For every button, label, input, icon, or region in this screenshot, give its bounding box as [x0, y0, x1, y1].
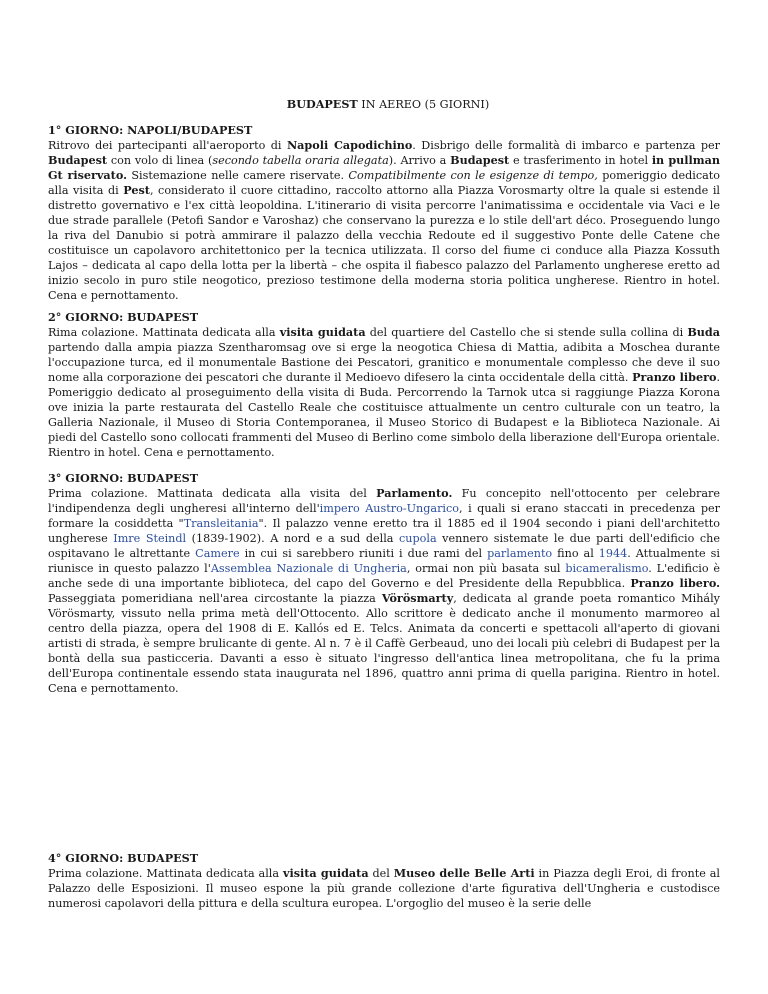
- day3-heading: 3° GIORNO: BUDAPEST: [48, 471, 199, 485]
- link-cupola[interactable]: cupola: [399, 532, 437, 545]
- link-assemblea-nazionale[interactable]: Assemblea Nazionale di Ungheria: [210, 562, 407, 575]
- title-rest: IN AEREO (5 GIORNI): [357, 98, 490, 111]
- day2-text: Rima colazione. Mattinata dedicata alla visita guidata del quartiere del Castello che si stende sulla collina di Buda partendo dalla ampia piazza Szentharomsag ove si erge la neogotica Chiesa di Mattia, adibita a Moschea durante l'occupazione turca, ed il monumentale Bastione dei Pescatori, granitico e monumentale complesso che deve il suo nome alla corporazione dei pescatori che durante il Medioevo difesero la cinta occidentale della città. Pranzo libero. Pomeriggio dedicato al proseguimento della visita di Buda. Percorrendo la Tarnok utca si raggiunge Piazza Korona ove inizia la parte restaurata del Castello Reale che costituisce attualmente un centro culturale con un teatro, la Galleria Nazionale, il Museo di Storia Contemporanea, il Museo Storico di Budapest e la Biblioteca Nazionale. Ai piedi del Castello sono collocati frammenti del Museo di Berlino come simbolo della liberazione dell'Europa orientale. Rientro in hotel. Cena e pernottamento.: [48, 325, 720, 459]
- link-imre-steindl[interactable]: Imre Steindl: [113, 532, 187, 545]
- day1-text: Ritrovo dei partecipanti all'aeroporto di Napoli Capodichino. Disbrigo delle formalità di imbarco e partenza per Budapest con volo di linea (secondo tabella oraria allegata). Arrivo a Budapest e trasferimento in hotel in pullman Gt riservato. Sistemazione nelle camere riservate. Compatibilmente con le esigenze di tempo, pomeriggio dedicato alla visita di Pest, considerato il cuore cittadino, raccolto attorno alla Piazza Vorosmarty oltre la quale si estende il distretto governativo e l'ex città leopoldina. L'itinerario di visita percorre l'animatissima e occidentale via Vaci e le due strade parallele (Petofi Sandor e Varoshaz) che conservano la purezza e lo stile dell'art déco. Proseguendo lungo la riva del Danubio si potrà ammirare il palazzo della vecchia Redoute ed il suggestivo Ponte delle Catene che costituisce un capolavoro architettonico per la tecnica utilizzata. Il corso del fiume ci conduce alla Piazza Kossuth Lajos – dedicata al capo della lotta per la libertà – che ospita il fiabesco palazzo del Parlamento ungherese eretto ad inizio secolo in puro stile neogotico, prezioso testimone della moderna storia politica ungherese. Rientro in hotel. Cena e pernottamento.: [48, 138, 721, 302]
- link-impero-austro-ungarico[interactable]: impero Austro-Ungarico: [319, 502, 459, 515]
- day3-section: [48, 471, 720, 696]
- day4-heading: 4° GIORNO: BUDAPEST: [48, 851, 199, 865]
- link-camere[interactable]: Camere: [195, 547, 240, 560]
- day4-section: [48, 851, 720, 911]
- day4-text: Prima colazione. Mattinata dedicata alla visita guidata del Museo delle Belle Arti in Piazza degli Eroi, di fronte al Palazzo delle Esposizioni. Il museo espone la più grande collezione d'arte figurativa dell'Ungheria e custodisce numerosi capolavori della pittura e della scultura europea. L'orgoglio del museo è la serie delle: [48, 866, 720, 910]
- link-parlamento[interactable]: parlamento: [487, 547, 553, 560]
- day3-text: Prima colazione. Mattinata dedicata alla visita del Parlamento. Fu concepito nell'ottocento per celebrare l'indipendenza degli ungheresi all'interno dell'impero Austro-Ungarico, i quali si erano staccati in precedenza per formare la cosiddetta "Transleitania". Il palazzo venne eretto tra il 1885 ed il 1904 secondo i piani dell'architetto ungherese Imre Steindl (1839-1902). A nord e a sud della cupola vennero sistemate le due parti dell'edificio che ospitavano le altrettante Camere in cui si sarebbero riuniti i due rami del parlamento fino al 1944. Attualmente si riunisce in questo palazzo l'Assemblea Nazionale di Ungheria, ormai non più basata sul bicameralismo. L'edificio è anche sede di una importante biblioteca, del capo del Governo e del Presidente della Repubblica. Pranzo libero. Passeggiata pomeridiana nell'area circostante la piazza Vörösmarty, dedicata al grande poeta romantico Mihály Vörösmarty, vissuto nella prima metà dell'Ottocento. Allo scrittore è dedicato anche il monumento marmoreo al centro della piazza, opera del 1908 di E. Kallós ed E. Telcs. Animata da concerti e spettacoli all'aperto di giovani artisti di strada, è sempre brulicante di gente. Al n. 7 è il Caffè Gerbeaud, uno dei locali più celebri di Budapest per la bontà della sua pasticceria. Davanti a esso è situato l'ingresso dell'antica linea metropolitana, che fu la prima dell'Europa continentale essendo stata inaugurata nel 1896, quattro anni prima di quella parigina. Rientro in hotel. Cena e pernottamento.: [48, 486, 721, 695]
- day2-section: [48, 310, 720, 460]
- day2-heading: 2° GIORNO: BUDAPEST: [48, 310, 199, 324]
- link-transleitania[interactable]: Transleitania: [183, 517, 259, 530]
- link-1944[interactable]: 1944: [598, 547, 628, 560]
- day1-section: [48, 123, 720, 303]
- link-bicameralismo[interactable]: bicameralismo: [565, 562, 649, 575]
- day1-heading: 1° GIORNO: NAPOLI/BUDAPEST: [48, 123, 253, 137]
- document-title: [52, 97, 724, 111]
- title-strong: BUDAPEST: [286, 97, 358, 111]
